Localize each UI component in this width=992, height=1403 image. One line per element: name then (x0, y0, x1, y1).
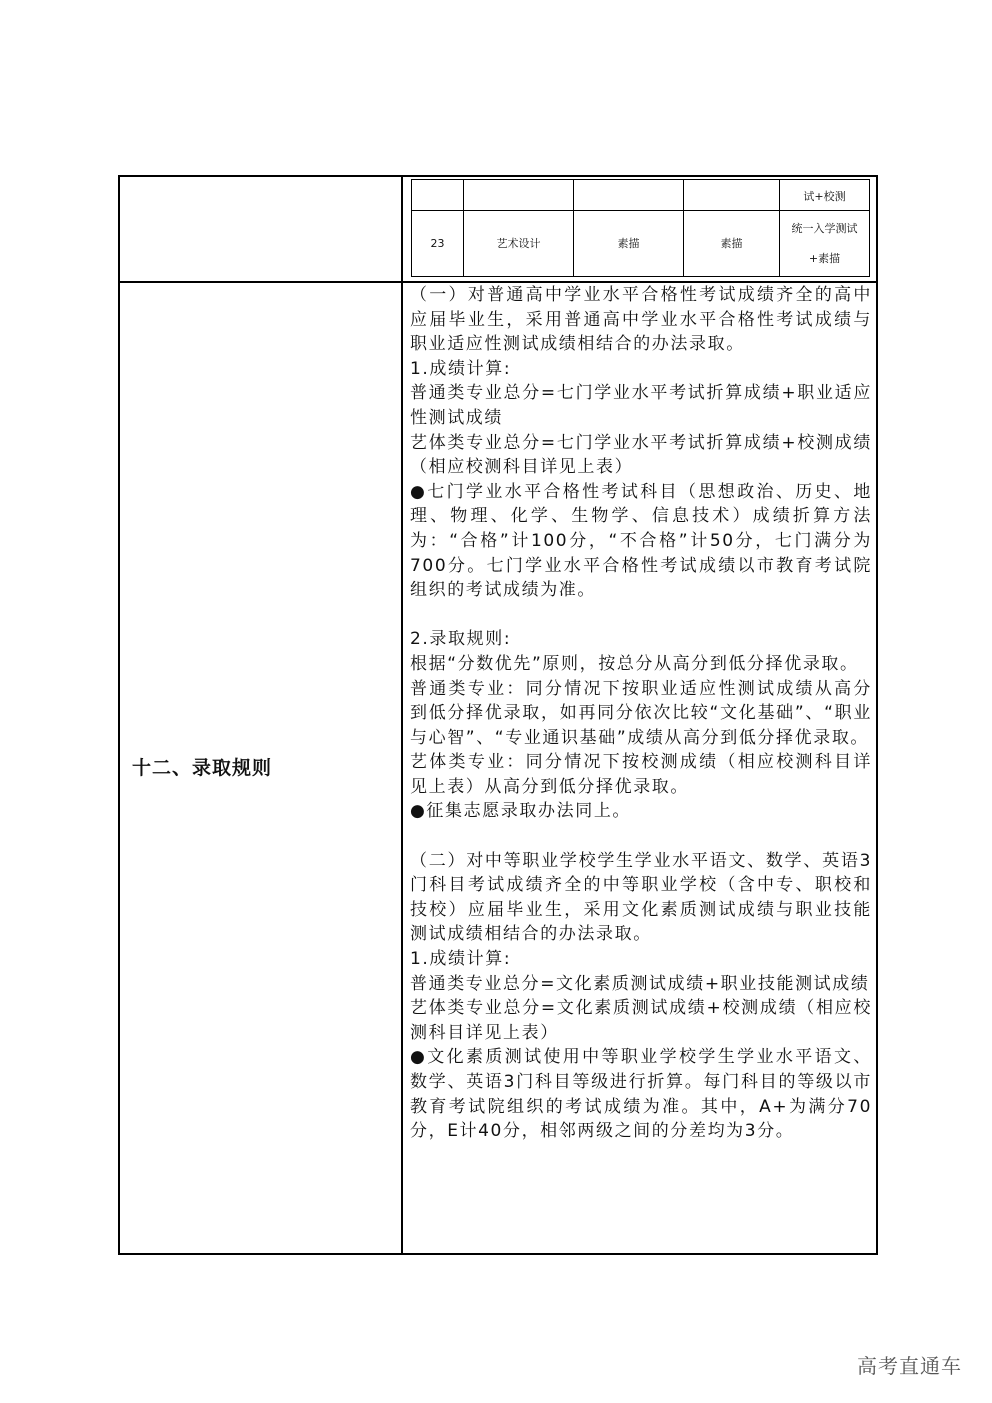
paragraph-spacer (410, 603, 872, 628)
table-row (412, 211, 870, 277)
section-label: 十二、录取规则 (132, 757, 273, 779)
paragraph: 艺体类专业总分=七门学业水平考试折算成绩+校测成绩（相应校测科目详见上表） (410, 432, 872, 478)
paragraph: （二）对中等职业学校学生学业水平语文、数学、英语3门科目考试成绩齐全的中等职业学校（含中专、职校和技校）应届毕业生，采用文化素质测试成绩与职业技能测试成绩相结合的办法录取。 (410, 850, 872, 945)
paragraph: ●七门学业水平合格性考试科目（思想政治、历史、地理、物理、化学、生物学、信息技术）成绩折算方法为：“合格”计100分，“不合格”计50分，七门满分为700分。七门学业水平合格性考试成绩以市教育考试院组织的考试成绩为准。 (410, 481, 872, 601)
table-cell: 试+校测 (780, 180, 870, 211)
admission-rules-content (410, 283, 872, 1144)
paragraph: 普通类专业总分=文化素质测试成绩+职业技能测试成绩 (410, 973, 870, 994)
table-cell: 素描 (684, 211, 780, 277)
paragraph-spacer (410, 824, 872, 849)
paragraph: 艺体类专业总分=文化素质测试成绩+校测成绩（相应校测科目详见上表） (410, 998, 872, 1043)
table-cell: 统一入学测试+素描 (780, 211, 870, 277)
table-row (412, 180, 870, 211)
paragraph: 艺体类专业：同分情况下按校测成绩（相应校测科目详见上表）从高分到低分择优录取。 (410, 752, 872, 797)
table-cell (412, 180, 464, 211)
watermark: 高考直通车 (857, 1354, 962, 1378)
paragraph: 根据“分数优先”原则，按总分从高分到低分择优录取。 (410, 653, 859, 674)
paragraph: 普通类专业总分=七门学业水平考试折算成绩+职业适应性测试成绩 (410, 383, 872, 428)
paragraph: 1.成绩计算: (410, 949, 512, 970)
table-cell: 素描 (574, 211, 684, 277)
paragraph: ●征集志愿录取办法同上。 (410, 801, 632, 822)
table-cell (684, 180, 780, 211)
column-divider (401, 177, 403, 1253)
major-subject-table (411, 179, 870, 277)
paragraph: 2.录取规则: (410, 629, 512, 650)
paragraph: ●文化素质测试使用中等职业学校学生学业水平语文、数学、英语3门科目等级进行折算。每门科目的等级以市教育考试院组织的考试成绩为准。其中，A+为满分70分，E计40分，相邻两级之间的分差均为3分。 (410, 1047, 872, 1142)
table-cell: 23 (412, 211, 464, 277)
paragraph: （一）对普通高中学业水平合格性考试成绩齐全的高中应届毕业生，采用普通高中学业水平合格性考试成绩与职业适应性测试成绩相结合的办法录取。 (410, 285, 872, 355)
table-cell (464, 180, 574, 211)
paragraph: 1.成绩计算: (410, 358, 512, 379)
table-cell: 艺术设计 (464, 211, 574, 277)
paragraph: 普通类专业：同分情况下按职业适应性测试成绩从高分到低分择优录取，如再同分依次比较“文化基础”、“职业与心智”、“专业通识基础”成绩从高分到低分择优录取。 (410, 678, 872, 748)
table-cell (574, 180, 684, 211)
outer-table (118, 175, 878, 1255)
